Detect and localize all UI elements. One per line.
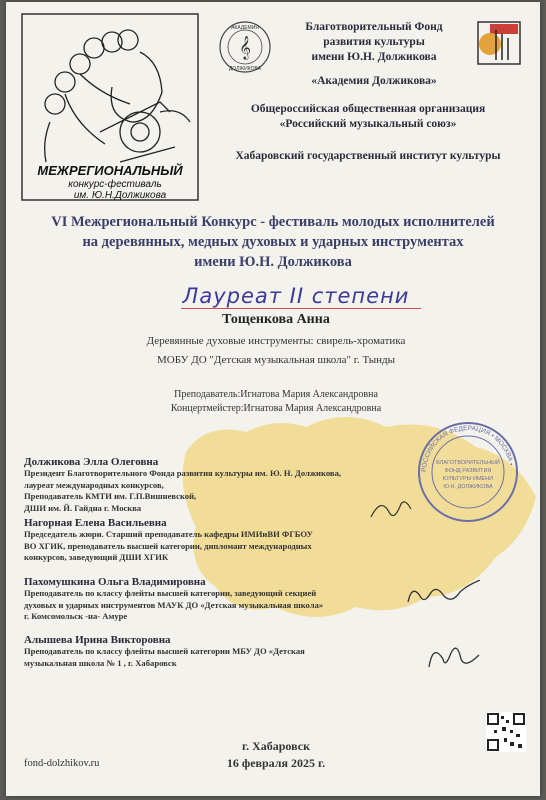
logo-line3: им. Ю.Н.Должикова [73,190,167,201]
fund-website: fond-dolzhikov.ru [24,758,100,769]
svg-text:КУЛЬТУРЫ ИМЕНИ: КУЛЬТУРЫ ИМЕНИ [442,476,494,482]
svg-text:𝄞: 𝄞 [239,35,251,59]
jury-desc: Президент Благотворительного Фонда развития культуры им. Ю. Н. Должикова, [24,468,342,478]
fund-line: имени Ю.Н. Должикова [311,51,437,63]
accompanist-line: Концертмейстер:Игнатова Мария Александровна [170,403,382,414]
jury-desc: Преподаватель по классу флейты высшей категории МБУ ДО «Детская [24,646,305,656]
teacher-line: Преподаватель:Игнатова Мария Александровна [174,389,378,400]
svg-text:ДОЛЖИКОВА: ДОЛЖИКОВА [229,66,261,72]
academy-name: «Академия Должикова» [311,75,437,87]
union-organizer [218,102,518,132]
svg-text:АКАДЕМИЯ: АКАДЕМИЯ [231,25,259,31]
contest-title [26,212,520,272]
logo-line2: конкурс-фестиваль [68,179,162,190]
jury-desc: конкурсов, заведующий ДШИ ХГИК [24,552,169,562]
signature [404,580,484,614]
jury-desc: ВО ХГИК, преподаватель высшей категории, дипломант международных [24,540,312,551]
jury-member [24,576,424,623]
fund-line: развития культуры [323,36,425,48]
jury-desc: ДШИ им. Й. Гайдна г. Москва [24,502,142,513]
jury-desc: духовых и ударных инструментов МАУК ДО «Детская музыкальная школа» [24,599,324,610]
logo-line1: МЕЖРЕГИОНАЛЬНЫЙ [37,163,183,178]
jury-member [24,517,424,564]
signature [424,642,484,678]
qr-code [486,712,526,752]
instrument-category: Деревянные духовые инструменты: свирель-хроматика [146,335,406,347]
jury-desc: Преподаватель КМТИ им. Г.П.Вишневской, [24,491,197,501]
jury-desc: Преподаватель по классу флейты высшей категории, заведующий секцией [24,588,317,598]
contest-line: на деревянных, медных духовых и ударных инструментах [82,234,464,250]
award-title: Лауреат II степени [182,284,410,308]
issue-place-date [186,738,366,772]
fund-organizer [284,20,464,89]
contest-line: VI Межрегиональный Конкурс - фестиваль молодых исполнителей [51,214,495,230]
music-union-logo [476,20,522,66]
svg-text:Ю.Н. ДОЛЖИКОВА: Ю.Н. ДОЛЖИКОВА [443,484,493,490]
academy-seal-logo [218,20,272,74]
participant-school: МОБУ ДО "Детская музыкальная школа" г. Тынды [157,354,395,366]
union-line: «Российский музыкальный союз» [279,118,457,130]
issue-city: г. Хабаровск [241,739,310,753]
award-underline [181,308,421,309]
jury-name: Пахомушкина Ольга Владимировна [24,576,206,588]
signature [366,497,416,527]
jury-desc: лауреат международных конкурсов, [24,479,164,490]
institute-organizer: Хабаровский государственный институт культуры [235,150,501,162]
svg-text:ФОНД РАЗВИТИЯ: ФОНД РАЗВИТИЯ [444,468,492,474]
union-line: Общероссийская общественная организация [250,103,486,115]
jury-desc: г. Комсомольск -на- Амуре [24,611,128,621]
svg-text:БЛАГОТВОРИТЕЛЬНЫЙ: БЛАГОТВОРИТЕЛЬНЫЙ [436,460,500,466]
fund-line: Благотворительный Фонд [305,21,443,33]
jury-name: Алышева Ирина Викторовна [24,634,171,646]
jury-member [24,456,424,514]
contest-line: имени Ю.Н. Должикова [194,254,352,270]
participant-name: Тощенкова Анна [222,312,330,327]
jury-desc: Председатель жюри. Старший преподаватель кафедры ИМИиВИ ФГБОУ [24,529,313,539]
fund-stamp [416,420,520,524]
jury-member [24,634,424,669]
diploma-paper [6,2,540,796]
svg-text:РОССИЙСКАЯ ФЕДЕРАЦИЯ • МОСКВА: РОССИЙСКАЯ ФЕДЕРАЦИЯ • МОСКВА • [420,424,515,473]
jury-name: Нагорная Елена Васильевна [24,517,167,529]
jury-name: Должикова Элла Олеговна [24,456,159,468]
jury-desc: музыкальная школа № 1 , г. Хабаровск [24,657,177,668]
festival-logo [20,12,200,202]
issue-date: 16 февраля 2025 г. [226,756,326,770]
